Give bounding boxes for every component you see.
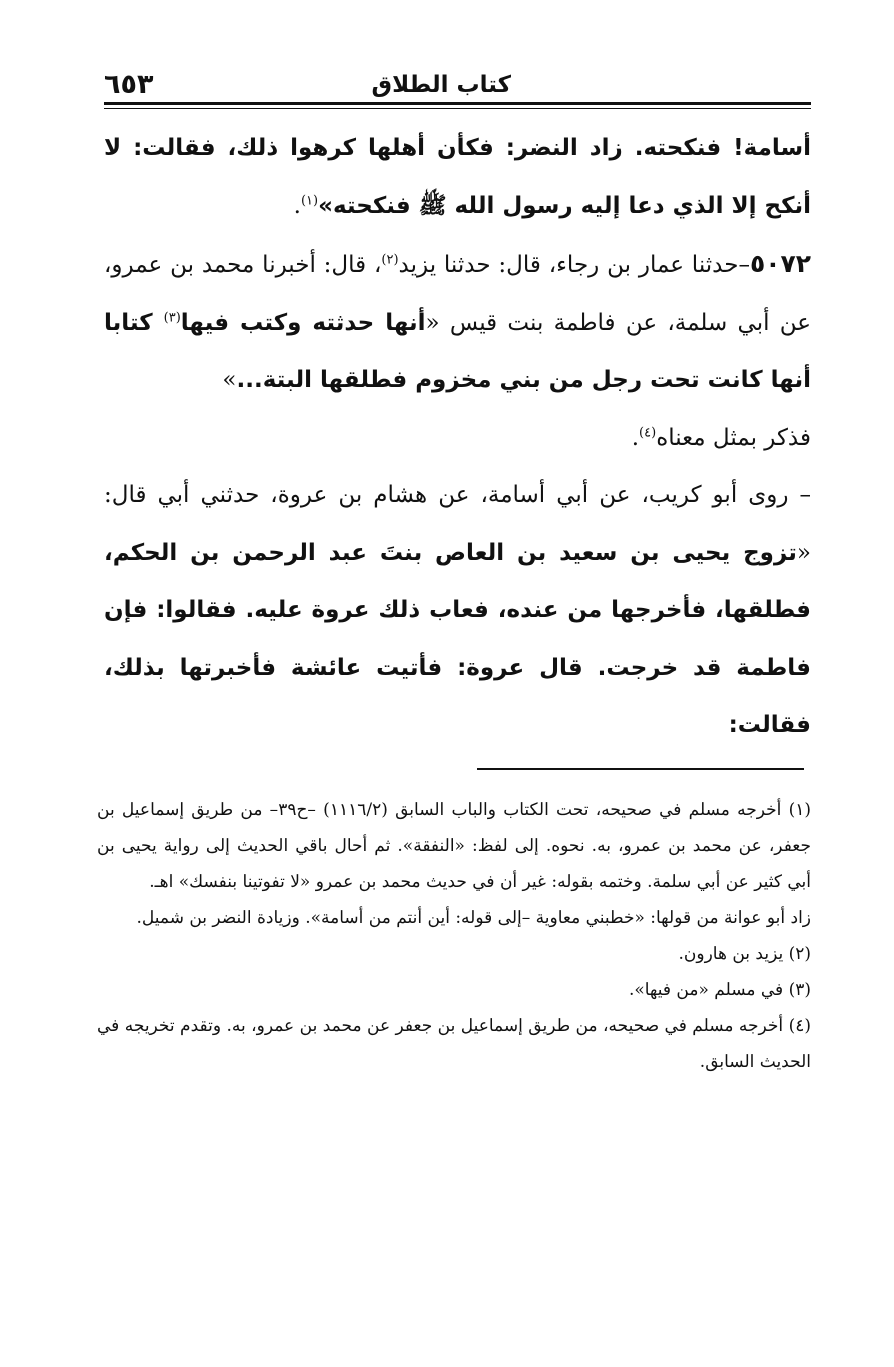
hadith-number: ٥٠٧٢ (749, 249, 811, 278)
footnote-ref-4: (٤) (639, 424, 657, 440)
header-rule-thin (104, 108, 811, 109)
footnote-ref-3: (٣) (163, 309, 181, 325)
footnotes (97, 792, 811, 1080)
p1-text: أسامة! فنكحته. زاد النضر: فكأن أهلها كرهوا ذلك، فقالت: لا أنكح إلا الذي دعا إليه رسول الله ﷺ فنكحته» (104, 135, 811, 219)
p2-matn-1: أنها حدثته وكتب فيها (180, 309, 426, 336)
paragraph-3 (104, 410, 811, 468)
main-text (104, 120, 811, 755)
footnote-4: (٤) أخرجه مسلم في صحيحه، من طريق إسماعيل بن جعفر عن محمد بن عمرو، به. وتقدم تخريجه في الحديث السابق. (97, 1016, 811, 1072)
p4-chain: – روى أبو كريب، عن أبي أسامة، عن هشام بن عروة، حدثني أبي قال: « (104, 482, 811, 566)
page-number: ٦٥٣ (104, 69, 154, 100)
footnote-2: (٢) يزيد بن هارون. (678, 944, 811, 964)
p2-intro: –حدثنا عمار بن رجاء، قال: حدثنا يزيد (398, 252, 750, 278)
p3-end: . (631, 424, 640, 451)
footnote-1-addendum: زاد أبو عوانة من قولها: «خطبني معاوية –إلى قوله: أين أنتم من أسامة». وزيادة النضر بن شميل. (136, 908, 811, 928)
footnote-ref-2: (٢) (381, 252, 399, 268)
p1-end: . (293, 192, 301, 219)
p2-close-quote: » (222, 367, 237, 393)
p3-text: فذكر بمثل معناه (656, 424, 811, 451)
page-header (104, 62, 811, 100)
paragraph-1 (104, 120, 811, 235)
footnote-ref-1: (١) (300, 192, 319, 208)
footnote-3: (٣) في مسلم «من فيها». (628, 980, 811, 1000)
hadith-5072 (104, 235, 811, 410)
footnote-separator (477, 768, 804, 770)
footnote-1: (١) أخرجه مسلم في صحيحه، تحت الكتاب والباب السابق (١١١٦/٢) –ح٣٩– من طريق إسماعيل بن جعفر، عن محمد بن عمرو، به. نحوه. إلى لفظ: «النفقة». ثم أحال باقي الحديث إلى رواية يحيى بن أبي كثير عن أبي سلمة. وختمه بقوله: غير أن في حديث محمد بن عمرو «لا تفوتينا بنفسك» اهـ. (97, 800, 812, 892)
p4-matn: تزوج يحيى بن سعيد بن العاص بنتَ عبد الرحمن بن الحكم، فطلقها، فأخرجها من عنده، فعاب ذلك عروة عليه. فقالوا: فإن فاطمة قد خرجت. قال عروة: فأتيت عائشة فأخبرتها بذلك، فقالت: (104, 539, 811, 738)
p2-chain: ، قال: أخبرنا محمد بن عمرو، عن أبي سلمة، عن فاطمة بنت قيس « (104, 252, 812, 336)
running-title: كتاب الطلاق (371, 72, 511, 98)
paragraph-4 (104, 467, 811, 755)
p2-matn-2: كتابا أنها كانت تحت رجل من بني مخزوم فطلقها البتة... (104, 309, 811, 393)
header-rule-thick (104, 102, 811, 105)
